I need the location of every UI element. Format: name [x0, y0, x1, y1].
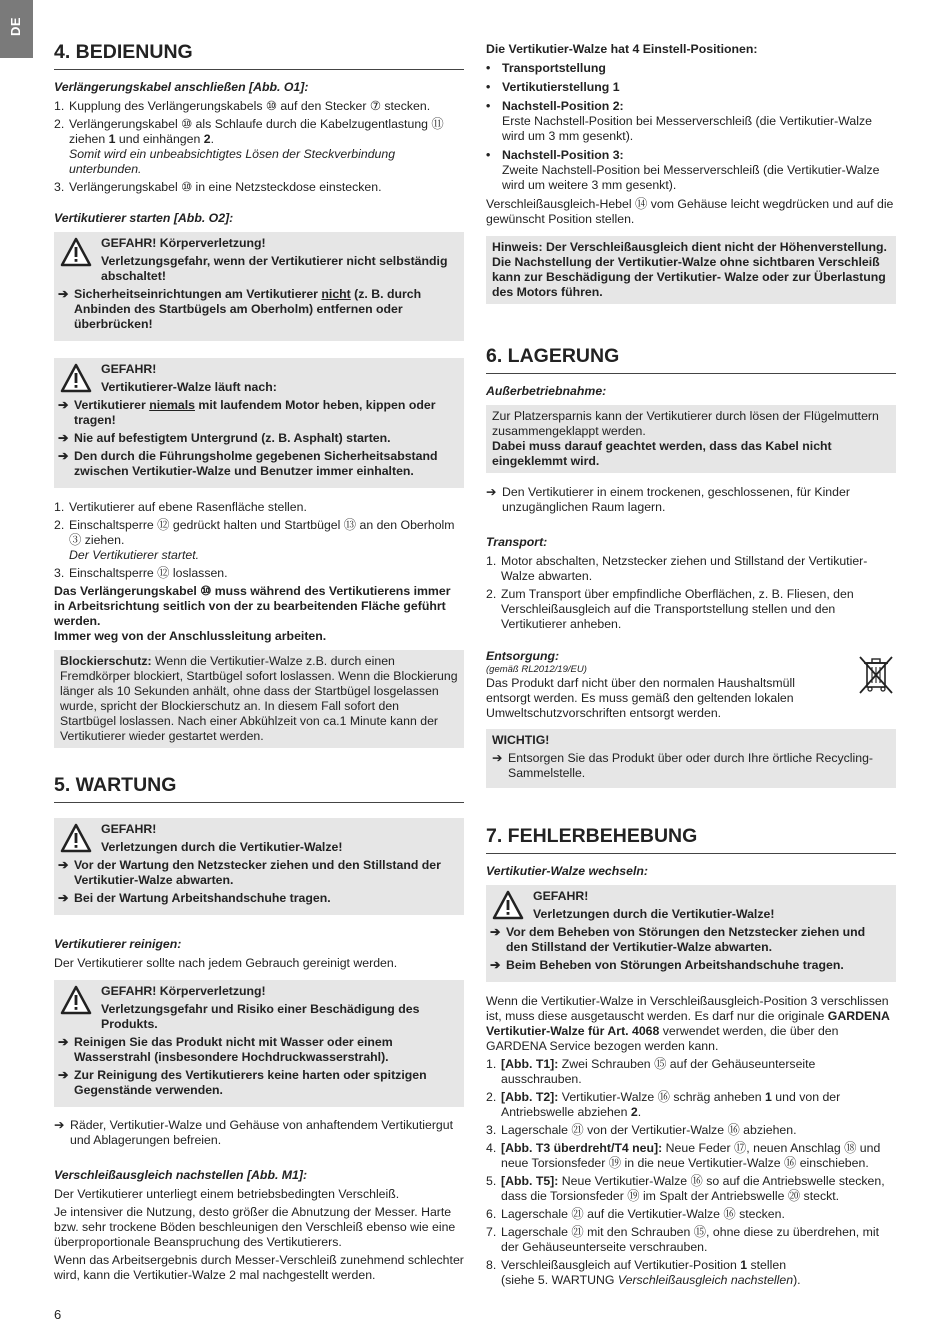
step-number: 1. [54, 99, 65, 113]
step-number: 6. [486, 1207, 497, 1221]
step-text: Lagerschale ㉑ mit den Schrauben ⑮, ohne diese zu überdrehen, mit der Gehäuseunterseite verschrauben. [501, 1225, 880, 1254]
text: (z. B. durch Anbinden des Startbügels am Oberholm) entfernen oder überbrücken! [74, 287, 422, 331]
text: Vor dem Beheben von Störungen den Netzstecker ziehen und den Stillstand der Vertikutier-Walze abwarten. [506, 925, 866, 954]
text: Vor der Wartung den Netzstecker ziehen und den Stillstand der Vertikutier-Walze abwarten. [74, 858, 441, 887]
arrow-icon: ➔ [54, 1118, 65, 1132]
language-tab-label: DE [8, 16, 23, 36]
important-note [486, 729, 896, 788]
list-item [54, 518, 464, 563]
step-text: . [637, 1105, 642, 1119]
step-text: Verlängerungskabel ⑩ in eine Netzsteckdose einstecken. [69, 180, 382, 194]
step-text: Lagerschale ㉑ von der Vertikutier-Walze ⑯ abziehen. [501, 1123, 797, 1137]
list-item [486, 61, 896, 76]
step-number: 3. [54, 180, 65, 194]
section-title-bedienung: 4. BEDIENUNG [54, 40, 464, 70]
step-bold: 1 [108, 132, 116, 146]
position-desc: Zweite Nachstell-Position bei Messerverschleiß (die Vertikutier-Walze wird um weitere 3 mm gesenkt). [502, 163, 880, 192]
warning-text: Verletzungsgefahr, wenn der Vertikutierer nicht selbständig abschaltet! [101, 254, 448, 283]
step-text: Lagerschale ㉑ auf die Vertikutier-Walze ⑯ stecken. [501, 1207, 785, 1221]
warning-triangle-icon [492, 890, 524, 920]
storage-note [486, 405, 896, 473]
subheading-shutdown: Außerbetriebnahme: [486, 384, 607, 398]
transport-steps [486, 554, 896, 632]
bullet-icon: • [486, 80, 491, 94]
warning-title: GEFAHR! [101, 822, 157, 836]
warning-text: Verletzungen durch die Vertikutier-Walze! [101, 840, 343, 854]
step-text: stellen [747, 1258, 787, 1272]
lever-text: Verschleißausgleich-Hebel ⑭ vom Gehäuse leicht wegdrücken und auf die gewünscht Position stellen. [486, 197, 894, 226]
step-bold: [Abb. T1]: [501, 1057, 559, 1071]
step-number: 4. [486, 1141, 497, 1155]
note-text: Zur Platzersparnis kann der Vertikutierer durch lösen der Flügelmuttern zusammengeklappt werden. [492, 409, 879, 438]
position-label: Nachstell-Position 2: [502, 99, 624, 113]
clean-arrow-item [54, 1118, 464, 1148]
disposal-text: Das Produkt darf nicht über den normalen Haushaltsmüll entsorgt werden. Es muss gemäß den geltenden lokalen Umweltschutzvorschriften entsorgt werden. [486, 676, 795, 720]
crossed-out-bin-icon [856, 653, 896, 697]
warning-arrow-item [58, 449, 458, 479]
section-title-wartung: 5. WARTUNG [54, 773, 464, 803]
step-bold: 1 [765, 1090, 772, 1104]
step-text: Verschleißausgleich auf Vertikutier-Position [501, 1258, 741, 1272]
subheading-cable: Verlängerungskabel anschließen [Abb. O1]: [54, 80, 309, 94]
section-title-fehlerbehebung: 7. FEHLERBEHEBUNG [486, 824, 896, 854]
warning-box [54, 232, 464, 341]
step-text: Neue Feder ⑰, neuen Anschlag ⑱ und neue Torsionsfeder ⑲ in die neue Vertikutier-Walze ⑯ einschieben. [501, 1141, 881, 1170]
warning-head [58, 984, 458, 1032]
step-bold: [Abb. T2]: [501, 1090, 559, 1104]
arrow-icon: ➔ [492, 751, 503, 765]
step-number: 1. [54, 500, 65, 514]
start-steps [54, 500, 464, 581]
position-label: Transportstellung [502, 61, 606, 75]
warning-box [54, 980, 464, 1107]
list-item [54, 117, 464, 177]
text: Räder, Vertikutier-Walze und Gehäuse von anhaftendem Vertikutiergut und Ablagerungen befreien. [70, 1118, 454, 1147]
underlined-text: nicht [321, 287, 351, 301]
hint-note: Hinweis: Der Verschleißausgleich dient nicht der Höhenverstellung. Die Nachstellung der Vertikutier-Walze ohne sichtbaren Verschleiß kann zur Beschädigung der Vertikutier- Walze oder zur Überlastung des Motors führen. [486, 236, 896, 304]
warning-title: GEFAHR! Körperverletzung! [101, 236, 266, 250]
arrow-icon: ➔ [58, 287, 69, 301]
step-text: und einhängen [115, 132, 204, 146]
warning-box [486, 885, 896, 982]
step-text: Neue Vertikutier-Walze ⑯ so auf die Antriebswelle stecken, dass die Torsionsfeder ⑲ im Spalt der Antriebswelle ⑳ steckt. [501, 1174, 885, 1203]
step-text: Kupplung des Verlängerungskabels ⑩ auf den Stecker ⑦ stecken. [69, 99, 431, 113]
text: Reinigen Sie das Produkt nicht mit Wasser oder einem Wasserstrahl (insbesondere Hochdruckwasserstrahl). [74, 1035, 393, 1064]
step-text: Vertikutier-Walze ⑯ schräg anheben [558, 1090, 766, 1104]
arrow-icon: ➔ [58, 891, 69, 905]
step-text: ). [793, 1273, 801, 1287]
list-item [54, 566, 464, 581]
cable-steps [54, 99, 464, 195]
important-arrow-item [492, 751, 890, 781]
section-title-lagerung: 6. LAGERUNG [486, 344, 896, 374]
step-bold: [Abb. T3 überdreht/T4 neu]: [501, 1141, 663, 1155]
arrow-icon: ➔ [58, 398, 69, 412]
disposal-reference: (gemäß RL2012/19/EU) [486, 664, 587, 675]
text: Wenn die Vertikutier-Walze in Verschleißausgleich-Position 3 verschlissen ist, muss diese ausgetauscht werden. Es darf nur die originale [486, 994, 889, 1023]
list-item [486, 1057, 896, 1087]
warning-arrow-item [58, 398, 458, 428]
storage-arrow-item [486, 485, 896, 515]
position-label: Vertikutierstellung 1 [502, 80, 620, 94]
step-bold: 2 [203, 132, 211, 146]
step-text: Motor abschalten, Netzstecker ziehen und Stillstand der Vertikutier-Walze abwarten. [501, 554, 868, 583]
arrow-icon: ➔ [58, 858, 69, 872]
roller-intro-text [486, 994, 896, 1054]
step-number: 2. [486, 587, 497, 601]
warning-triangle-icon [60, 985, 92, 1015]
warning-triangle-icon [60, 363, 92, 393]
bullet-icon: • [486, 99, 491, 113]
warning-arrow-item [58, 858, 458, 888]
step-text: Einschaltsperre ⑫ loslassen. [69, 566, 228, 580]
arrow-icon: ➔ [58, 1035, 69, 1049]
list-item [54, 500, 464, 515]
blocking-protection-note [54, 650, 464, 748]
subheading-disposal: Entsorgung: [486, 649, 560, 663]
warning-arrow-item [490, 958, 890, 973]
underlined-text: niemals [149, 398, 195, 412]
list-item [54, 180, 464, 195]
warning-text: Vertikutierer-Walze läuft nach: [101, 380, 277, 394]
step-text: Einschaltsperre ⑫ gedrückt halten und Startbügel ⑬ an den Oberholm ③ ziehen. [69, 518, 455, 547]
bullet-icon: • [486, 148, 491, 162]
step-note: Somit wird ein unbeabsichtigtes Lösen der Steckverbindung unterbunden. [69, 147, 396, 176]
roller-steps [486, 1057, 896, 1288]
text: Den durch die Führungsholme gegebenen Sicherheitsabstand zwischen Vertikutier-Walze und Benutzer immer einhalten. [74, 449, 438, 478]
subheading-roller-change: Vertikutier-Walze wechseln: [486, 864, 648, 878]
step-text: Vertikutierer auf ebene Rasenfläche stellen. [69, 500, 307, 514]
warning-title: GEFAHR! [533, 889, 589, 903]
warning-arrow-item [58, 1068, 458, 1098]
step-number: 2. [54, 117, 65, 131]
clean-text: Der Vertikutierer sollte nach jedem Gebrauch gereinigt werden. [54, 956, 398, 970]
warning-arrow-item [58, 1035, 458, 1065]
step-number: 2. [54, 518, 65, 532]
warning-title: GEFAHR! [101, 362, 157, 376]
positions-title: Die Vertikutier-Walze hat 4 Einstell-Positionen: [486, 42, 758, 56]
step-text: (siehe 5. WARTUNG [501, 1273, 618, 1287]
note-text: Wenn die Vertikutier-Walze z.B. durch einen Fremdkörper blockiert, Startbügel sofort loslassen. Wenn die Blockierung länger als 10 Sekunden anhält, ohne dass der Startbügel losgelassen wurde, spricht der Blockierschutz an. In diesem Fall sofort den Startbügel loslassen. Nach einer Abkühlzeit von ca.1 Minute kann der Vertikutierer wieder gestartet werden. [60, 654, 458, 743]
warning-triangle-icon [60, 823, 92, 853]
note-label: Blockierschutz: [60, 654, 152, 668]
note-bold-text: Dabei muss darauf geachtet werden, dass das Kabel nicht eingeklemmt wird. [492, 439, 832, 468]
position-label: Nachstell-Position 3: [502, 148, 624, 162]
arrow-icon: ➔ [490, 958, 501, 972]
list-item [54, 99, 464, 114]
list-item [486, 1123, 896, 1138]
step-text: Zum Transport über empfindliche Oberflächen, z. B. Fliesen, den Verschleißausgleich auf die Transportstellung stellen und den Vertikutierer anheben. [501, 587, 854, 631]
text: Entsorgen Sie das Produkt über oder durch Ihre örtliche Recycling-Sammelstelle. [508, 751, 873, 780]
cable-away-text: Immer weg von der Anschlussleitung arbeiten. [54, 629, 327, 643]
text: Vertikutierer [74, 398, 150, 412]
list-item [486, 1141, 896, 1171]
text: Bei der Wartung Arbeitshandschuhe tragen. [74, 891, 331, 905]
list-item [486, 1090, 896, 1120]
subheading-wear: Verschleißausgleich nachstellen [Abb. M1]: [54, 1168, 308, 1182]
step-bold: 2 [630, 1105, 638, 1119]
list-item [486, 148, 896, 193]
warning-head [58, 236, 458, 284]
step-bold: [Abb. T5]: [501, 1174, 559, 1188]
list-item [486, 1174, 896, 1204]
disposal-block [486, 649, 896, 721]
step-text: und von der Antriebswelle abziehen [501, 1090, 841, 1119]
warning-arrow-item [58, 287, 458, 332]
note-label: WICHTIG! [492, 733, 550, 747]
warning-box [54, 818, 464, 915]
step-note: Verschleißausgleich nachstellen [617, 1273, 794, 1287]
step-text: . [210, 132, 214, 146]
list-item [486, 587, 896, 632]
text: Beim Beheben von Störungen Arbeitshandschuhe tragen. [506, 958, 844, 972]
step-number: 8. [486, 1258, 497, 1272]
list-item [486, 554, 896, 584]
left-column [54, 40, 464, 1286]
step-text: Verlängerungskabel ⑩ als Schlaufe durch die Kabelzugentlastung ⑪ ziehen [69, 117, 444, 146]
text: mit laufendem Motor heben, kippen oder tragen! [74, 398, 436, 427]
step-number: 3. [54, 566, 65, 580]
positions-list [486, 61, 896, 193]
text: Nie auf befestigtem Untergrund (z. B. Asphalt) starten. [74, 431, 391, 445]
text: Den Vertikutierer in einem trockenen, geschlossenen, für Kinder unzugänglichen Raum lagern. [502, 485, 850, 514]
step-number: 3. [486, 1123, 497, 1137]
cable-direction-text: Das Verlängerungskabel ⑩ muss während des Vertikutierens immer in Arbeitsrichtung seitlich von der zu bearbeitenden Fläche geführt werden. [54, 584, 451, 628]
warning-triangle-icon [60, 237, 92, 267]
step-number: 1. [486, 554, 497, 568]
step-number: 2. [486, 1090, 497, 1104]
subheading-transport: Transport: [486, 535, 548, 549]
step-number: 5. [486, 1174, 497, 1188]
step-note: Der Vertikutierer startet. [69, 548, 200, 562]
right-column [486, 42, 896, 1291]
arrow-icon: ➔ [58, 449, 69, 463]
list-item [486, 1207, 896, 1222]
list-item [486, 99, 896, 144]
bold-text: GARDENA Vertikutier-Walze für Art. 4068 [486, 1009, 890, 1038]
warning-box [54, 358, 464, 488]
list-item [486, 1258, 896, 1288]
step-text: Zwei Schrauben ⑮ auf der Gehäuseunterseite ausschrauben. [501, 1057, 816, 1086]
arrow-icon: ➔ [58, 431, 69, 445]
warning-title: GEFAHR! Körperverletzung! [101, 984, 266, 998]
step-bold: 1 [740, 1258, 748, 1272]
arrow-icon: ➔ [58, 1068, 69, 1082]
page-number: 6 [54, 1307, 62, 1322]
warning-arrow-item [490, 925, 890, 955]
step-number: 1. [486, 1057, 497, 1071]
warning-arrow-item [58, 431, 458, 446]
list-item [486, 80, 896, 95]
subheading-start: Vertikutierer starten [Abb. O2]: [54, 211, 234, 225]
warning-text: Verletzungen durch die Vertikutier-Walze! [533, 907, 775, 921]
subheading-clean: Vertikutierer reinigen: [54, 937, 182, 951]
wear-text-3: Wenn das Arbeitsergebnis durch Messer-Verschleiß zunehmend schlechter wird, kann die Vertikutier-Walze 2 mal nachgestellt werden. [54, 1253, 464, 1282]
wear-text-1: Der Vertikutierer unterliegt einem betriebsbedingten Verschleiß. [54, 1187, 400, 1201]
step-number: 7. [486, 1225, 497, 1239]
text: Sicherheitseinrichtungen am Vertikutierer [74, 287, 322, 301]
warning-text: Verletzungsgefahr und Risiko einer Beschädigung des Produkts. [101, 1002, 420, 1031]
position-desc: Erste Nachstell-Position bei Messerverschleiß (die Vertikutier-Walze wird um 3 mm gesenkt). [502, 114, 872, 143]
warning-head [58, 822, 458, 855]
wear-text-2: Je intensiver die Nutzung, desto größer die Abnutzung der Messer. Harte bzw. sehr trockene Böden beschleunigen den Verschleiß ebenso wie eine überproportionale Beanspruchung des Vertikutierers. [54, 1205, 456, 1249]
text: verwendet werden, die über den GARDENA Service bezogen werden kann. [486, 1024, 839, 1053]
language-tab [0, 0, 33, 58]
warning-arrow-item [58, 891, 458, 906]
arrow-icon: ➔ [486, 485, 497, 499]
arrow-icon: ➔ [490, 925, 501, 939]
text: Zur Reinigung des Vertikutierers keine harten oder spitzigen Gegenstände verwenden. [74, 1068, 427, 1097]
bullet-icon: • [486, 61, 491, 75]
warning-head [58, 362, 458, 395]
warning-head [490, 889, 890, 922]
list-item [486, 1225, 896, 1255]
